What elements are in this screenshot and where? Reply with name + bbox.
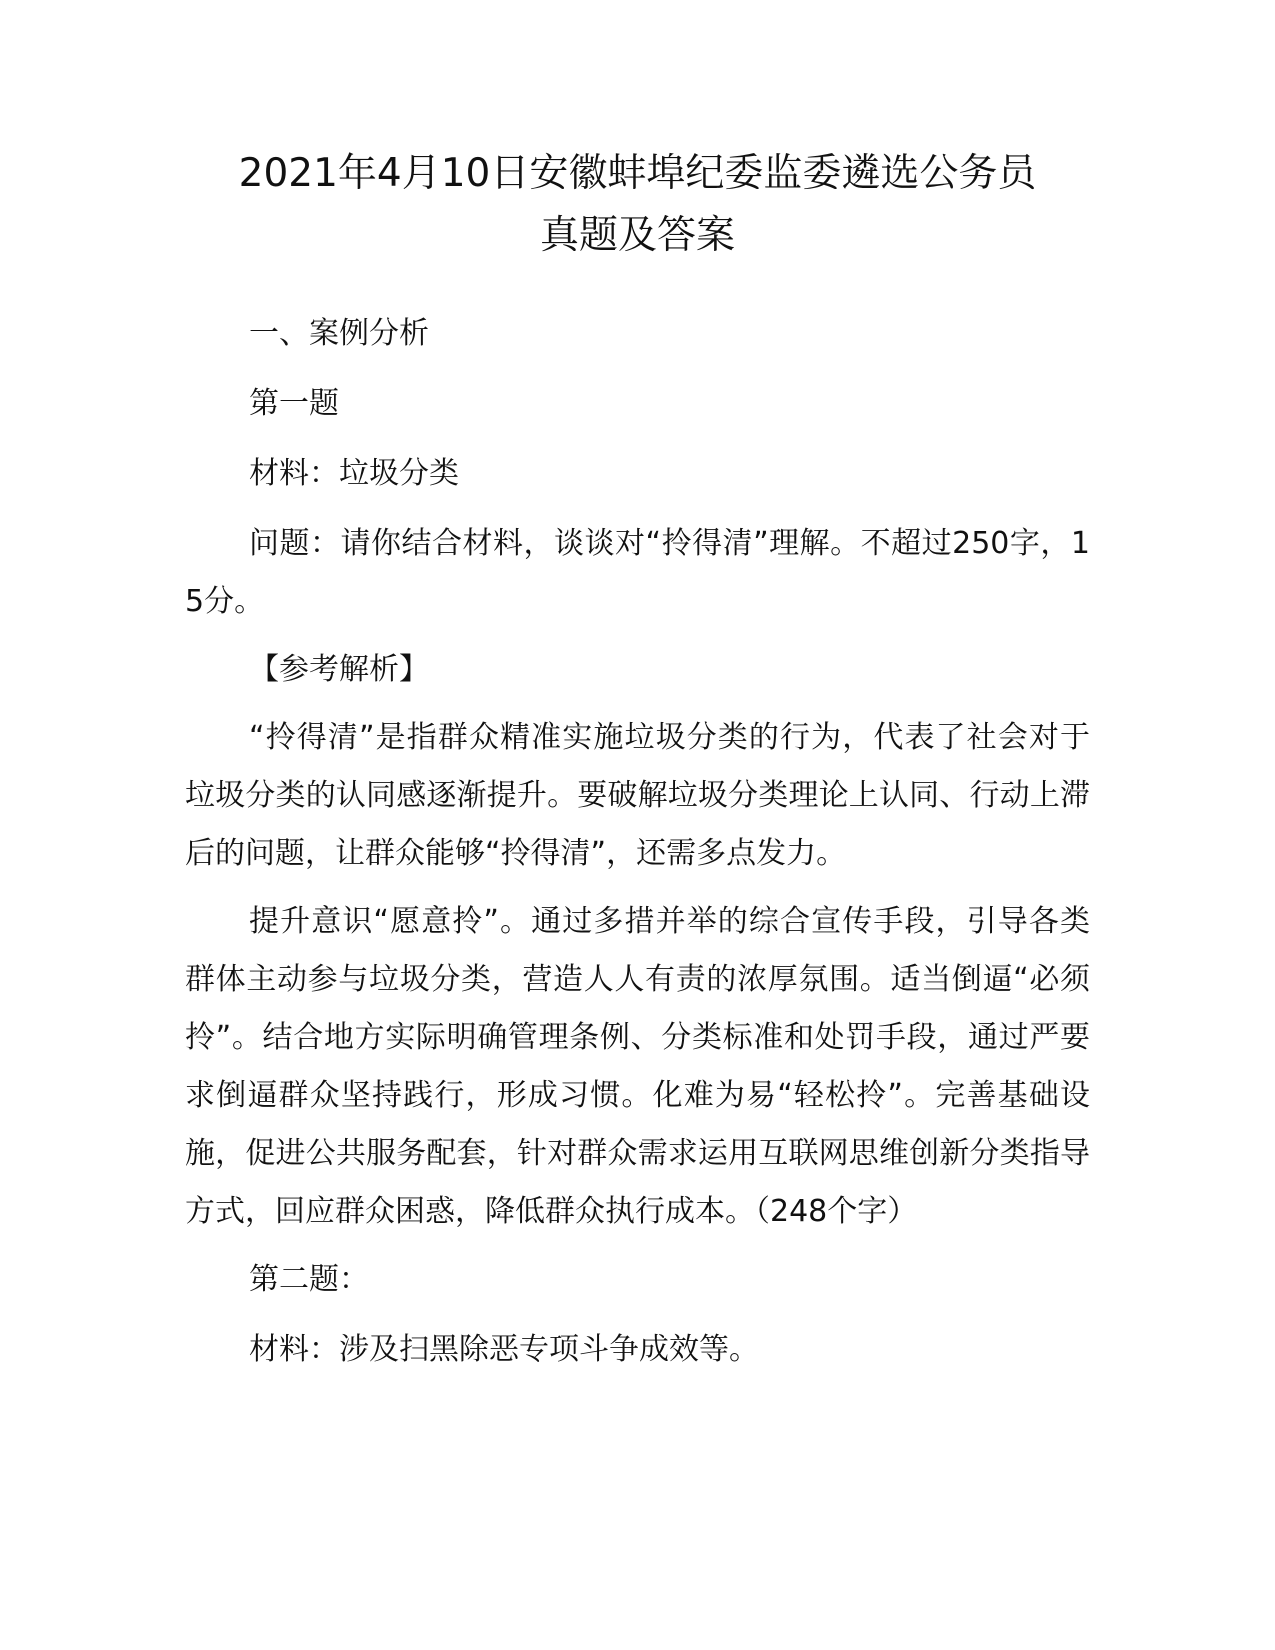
answer-paragraph-2: 提升意识“愿意拎”。通过多措并举的综合宣传手段，引导各类群体主动参与垃圾分类，营造人人有责的浓厚氛围。适当倒逼“必须拎”。结合地方实际明确管理条例、分类标准和处罚手段，通过严要求倒逼群众坚持践行，形成习惯。化难为易“轻松拎”。完善基础设施，促进公共服务配套，针对群众需求运用互联网思维创新分类指导方式，回应群众困惑，降低群众执行成本。（248个字）	[185, 904, 1090, 1229]
question-1-material: 材料：垃圾分类	[249, 456, 459, 491]
title-line-2: 真题及答案	[539, 213, 735, 258]
document-content	[185, 143, 1090, 1379]
answer-paragraph-1: “拎得清”是指群众精准实施垃圾分类的行为，代表了社会对于垃圾分类的认同感逐渐提升。要破解垃圾分类理论上认同、行动上滞后的问题，让群众能够“拎得清”，还需多点发力。	[185, 720, 1090, 871]
question-1-heading: 第一题	[249, 386, 339, 421]
question-2-material: 材料：涉及扫黑除恶专项斗争成效等。	[249, 1332, 759, 1367]
question-1-prompt: 问题：请你结合材料，谈谈对“拎得清”理解。不超过250字，15分。	[185, 526, 1090, 619]
reference-analysis-label: 【参考解析】	[249, 652, 429, 687]
title-line-1: 2021年4月10日安徽蚌埠纪委监委遴选公务员	[238, 151, 1037, 196]
question-2-heading: 第二题：	[249, 1262, 369, 1297]
section-heading: 一、案例分析	[249, 316, 429, 351]
document-title	[185, 143, 1090, 267]
